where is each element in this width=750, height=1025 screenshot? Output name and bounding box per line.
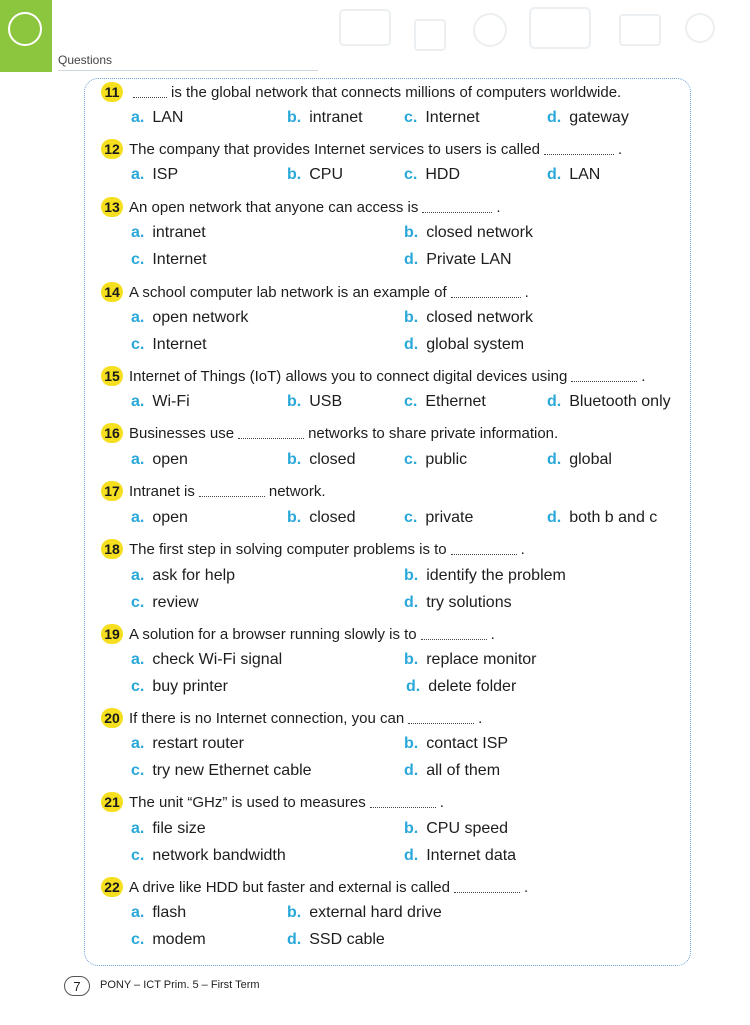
question-number: 22 [101,877,123,897]
question-text: Businesses use [129,424,235,442]
option-b[interactable]: b. intranet [287,109,363,126]
option-c[interactable]: c. Internet [131,336,207,353]
option-d[interactable]: d. LAN [547,166,601,183]
option-a[interactable]: a. flash [131,904,187,921]
answer-blank [571,371,637,382]
question-text: A school computer lab network is an example of [129,283,447,301]
question-14: 14 A school computer lab network is an example of . [101,282,529,302]
background-doodles [320,0,750,80]
answer-blank [451,544,517,555]
option-d[interactable]: d. global [547,451,612,468]
option-b[interactable]: b. replace monitor [404,651,537,668]
question-17: 17 Intranet is network. [101,481,326,501]
option-c[interactable]: c. buy printer [131,678,228,695]
answer-blank [454,882,520,893]
question-20: 20 If there is no Internet connection, you can . [101,708,482,728]
option-a[interactable]: a. restart router [131,735,244,752]
question-number: 16 [101,423,123,443]
answer-blank [421,629,487,640]
answer-blank [370,797,436,808]
option-d[interactable]: d. global system [404,336,525,353]
question-number: 20 [101,708,123,728]
question-text: The company that provides Internet services to users is called [129,140,541,158]
question-number: 18 [101,539,123,559]
answer-blank [408,713,474,724]
corner-tab [0,0,52,72]
option-d[interactable]: d. Bluetooth only [547,393,671,410]
question-text: A drive like HDD but faster and external is called [129,878,450,896]
question-number: 14 [101,282,123,302]
option-b[interactable]: b. identify the problem [404,567,566,584]
option-b[interactable]: b. closed network [404,309,533,326]
question-text: An open network that anyone can access is [129,198,419,216]
option-d[interactable]: d. both b and c [547,509,658,526]
section-label: Questions [58,53,113,67]
option-d[interactable]: d. Private LAN [404,251,512,268]
option-b[interactable]: b. closed [287,509,356,526]
question-text: If there is no Internet connection, you can [129,709,405,727]
answer-blank [199,486,265,497]
question-12: 12 The company that provides Internet services to users is called . [101,139,622,159]
question-text: The unit “GHz” is used to measures [129,793,366,811]
option-c[interactable]: c. public [404,451,468,468]
section-divider [58,70,318,71]
question-text: A solution for a browser running slowly is to [129,625,417,643]
option-c[interactable]: c. try new Ethernet cable [131,762,312,779]
answer-blank [238,428,304,439]
option-c[interactable]: c. network bandwidth [131,847,286,864]
question-19: 19 A solution for a browser running slowly is to . [101,624,495,644]
answer-blank [451,287,521,298]
question-11 [101,82,621,102]
option-a[interactable]: a. ask for help [131,567,236,584]
option-c[interactable]: c. Internet [404,109,480,126]
option-c[interactable]: c. review [131,594,199,611]
footer-title: PONY – ICT Prim. 5 – First Term [100,979,260,991]
option-a[interactable]: a. file size [131,820,206,837]
option-c[interactable]: c. private [404,509,474,526]
question-15: 15 Internet of Things (IoT) allows you to connect digital devices using . [101,366,645,386]
answer-blank [544,144,614,155]
option-a[interactable]: a. open [131,451,188,468]
option-a[interactable]: a. check Wi-Fi signal [131,651,283,668]
question-text: is the global network that connects millions of computers worldwide. [171,83,622,101]
question-number: 15 [101,366,123,386]
question-number: 17 [101,481,123,501]
option-b[interactable]: b. CPU [287,166,343,183]
question-number: 11 [101,82,123,102]
page-number: 7 [64,976,90,996]
option-c[interactable]: c. Ethernet [404,393,486,410]
option-d[interactable]: d. delete folder [406,678,517,695]
option-b[interactable]: b. CPU speed [404,820,509,837]
option-b[interactable]: b. closed network [404,224,533,241]
lightbulb-icon [8,12,42,46]
option-b[interactable]: b. USB [287,393,343,410]
option-a[interactable]: a. open network [131,309,249,326]
option-c[interactable]: c. HDD [404,166,461,183]
question-16: 16 Businesses use networks to share private information. [101,423,558,443]
option-a[interactable]: a. ISP [131,166,179,183]
question-number: 13 [101,197,123,217]
option-d[interactable]: d. SSD cable [287,931,385,948]
option-d[interactable]: d. gateway [547,109,629,126]
option-d[interactable]: d. all of them [404,762,501,779]
option-a[interactable]: a. Wi-Fi [131,393,190,410]
question-number: 19 [101,624,123,644]
question-13: 13 An open network that anyone can access is . [101,197,501,217]
option-d[interactable]: d. Internet data [404,847,517,864]
question-text: Intranet is [129,482,195,500]
question-number: 21 [101,792,123,812]
option-b[interactable]: b. external hard drive [287,904,442,921]
question-number: 12 [101,139,123,159]
option-b[interactable]: b. contact ISP [404,735,509,752]
answer-blank [422,202,492,213]
option-a[interactable]: a. LAN [131,109,184,126]
option-a[interactable]: a. open [131,509,188,526]
option-d[interactable]: d. try solutions [404,594,512,611]
answer-blank [133,87,167,98]
question-text: Internet of Things (IoT) allows you to connect digital devices using [129,367,568,385]
question-18: 18 The first step in solving computer problems is to . [101,539,525,559]
question-22: 22 A drive like HDD but faster and external is called . [101,877,528,897]
question-21: 21 The unit “GHz” is used to measures . [101,792,444,812]
option-a[interactable]: a. intranet [131,224,206,241]
option-c[interactable]: c. Internet [131,251,207,268]
question-text: The first step in solving computer problems is to [129,540,447,558]
option-c[interactable]: c. modem [131,931,206,948]
option-b[interactable]: b. closed [287,451,356,468]
